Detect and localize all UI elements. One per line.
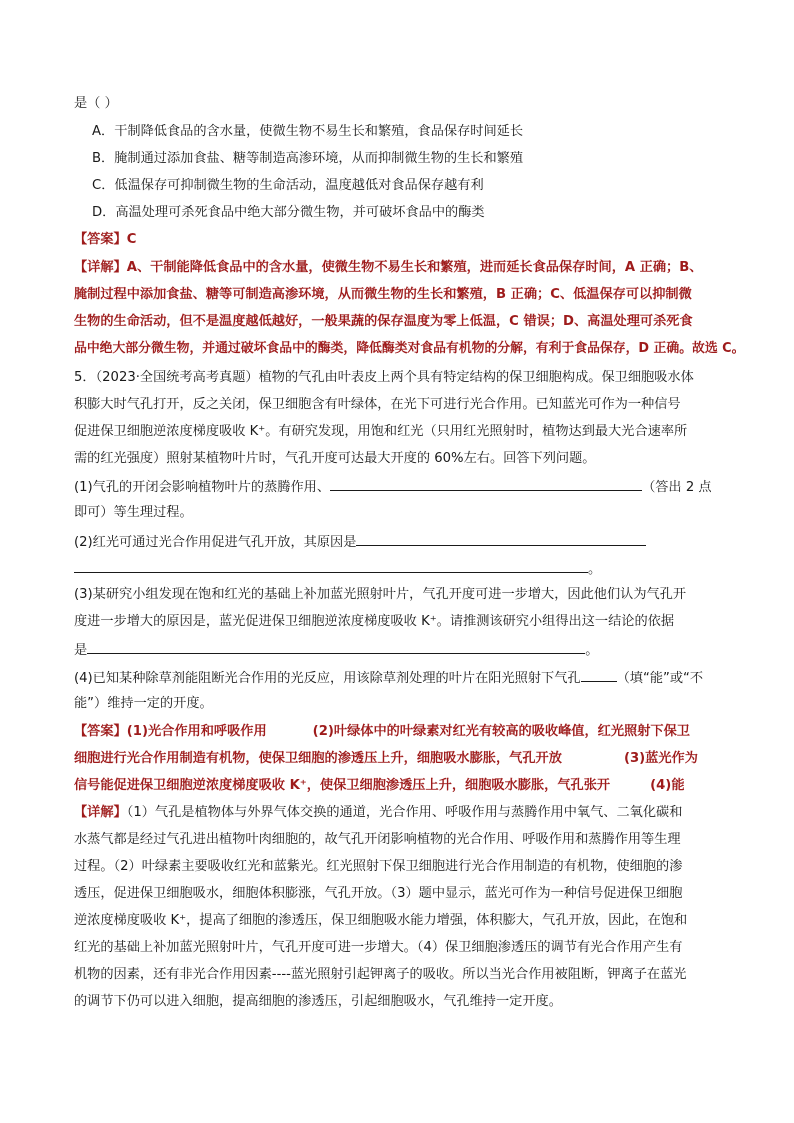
- q5-explanation-line-8: 的调节下仍可以进入细胞，提高细胞的渗透压，引起细胞吸水，气孔维持一定开度。: [74, 994, 562, 1009]
- subquestion-3-line-2: 度进一步增大的原因是，蓝光促进保卫细胞逆浓度梯度吸收 K⁺。请推测该研究小组得出这一结论的依据: [74, 614, 675, 629]
- explain-text: A、干制能降低食品中的含水量，使微生物不易生长和繁殖，进而延长食品保存时间，A 正确；B、: [126, 260, 703, 275]
- answer-blank-2b[interactable]: [74, 558, 588, 573]
- q5-answer-line-2: [74, 749, 698, 769]
- subquestion-1-hint: （答出 2 点: [642, 480, 712, 495]
- q5-answer-part-3: (3)蓝光作为: [623, 751, 698, 766]
- q5-explanation-line-6: 红光的基础上补加蓝光照射叶片，气孔开度可进一步增大。（4）保卫细胞渗透压的调节有光合作用产生有: [74, 940, 683, 955]
- q5-answer-tag: 【答案】: [74, 724, 127, 739]
- q5-answer-line-3: [74, 776, 685, 796]
- answer-line: [74, 230, 136, 250]
- q5-explain-tag: 【详解】: [74, 805, 127, 820]
- q5-answer-part-2: (2)叶绿体中的叶绿素对红光有较高的吸收峰值，红光照射下保卫: [312, 724, 690, 739]
- explanation-line-3: 生物的生命活动，但不是温度越低越好，一般果蔬的保存温度为零上低温，C 错误；D、高温处理可杀死食: [74, 314, 693, 329]
- q5-explanation-line-1: [74, 803, 682, 823]
- q5-explanation-line-4: 透压，促进保卫细胞吸水，细胞体积膨涨，气孔开放。（3）题中显示，蓝光可作为一种信号促进保卫细胞: [74, 886, 683, 901]
- subquestion-2: [74, 531, 646, 553]
- question5-stem-1: 5．（2023·全国统考高考真题）植物的气孔由叶表皮上两个具有特定结构的保卫细胞构成。保卫细胞吸水体: [74, 370, 694, 385]
- option-c: C．低温保存可抑制微生物的生命活动，温度越低对食品保存越有利: [92, 178, 484, 193]
- answer-blank-2a[interactable]: [356, 531, 646, 546]
- answer-value: C: [126, 232, 137, 247]
- q5-answer-line-1: [74, 722, 690, 742]
- q5-explanation-line-3: 过程。（2）叶绿素主要吸收红光和蓝紫光。红光照射下保卫细胞进行光合作用制造的有机物，使细胞的渗: [74, 859, 683, 874]
- question5-stem-4: 需的红光强度）照射某植物叶片时，气孔开度可达最大开度的 60%左右。回答下列问题。: [74, 451, 596, 466]
- answer-blank-4[interactable]: [581, 667, 617, 682]
- subquestion-3-line-3: [74, 639, 598, 661]
- subquestion-1: [74, 476, 712, 498]
- q5-answer-part-2b: 细胞进行光合作用制造有机物，使保卫细胞的渗透压上升，细胞吸水膨胀，气孔开放: [74, 751, 562, 766]
- q5-explanation-line-2: 水蒸气都是经过气孔进出植物叶肉细胞的，故气孔开闭影响植物的光合作用、呼吸作用和蒸腾作用等生理: [74, 832, 681, 847]
- question5-stem-3: 促进保卫细胞逆浓度梯度吸收 K⁺。有研究发现，用饱和红光（只用红光照射时，植物达到最大光合速率所: [74, 424, 688, 439]
- answer-blank-3[interactable]: [87, 639, 585, 654]
- subquestion-3-text: 是: [74, 643, 88, 658]
- q5-answer-part-3b: 信号能促进保卫细胞逆浓度梯度吸收 K⁺，使保卫细胞渗透压上升，细胞吸水膨胀，气孔张开: [74, 778, 611, 793]
- question-stem-end: 是（ ）: [74, 96, 118, 111]
- subquestion-2-end: 。: [588, 562, 602, 577]
- explain-tag: 【详解】: [74, 260, 127, 275]
- answer-blank-1[interactable]: [330, 476, 642, 491]
- subquestion-1-text: (1)气孔的开闭会影响植物叶片的蒸腾作用、: [74, 480, 331, 495]
- subquestion-2-text: (2)红光可通过光合作用促进气孔开放，其原因是: [74, 535, 357, 550]
- subquestion-3-end: 。: [585, 643, 599, 658]
- subquestion-4-cont: 能”）维持一定的开度。: [74, 696, 213, 711]
- q5-answer-part-1: (1)光合作用和呼吸作用: [126, 724, 267, 739]
- subquestion-1-cont: 即可）等生理过程。: [74, 505, 193, 520]
- q5-explanation-line-7: 机物的因素，还有非光合作用因素----蓝光照射引起钾离子的吸收。所以当光合作用被阻断，钾离子在蓝光: [74, 967, 687, 982]
- option-b: B．腌制通过添加食盐、糖等制造高渗环境，从而抑制微生物的生长和繁殖: [92, 151, 524, 166]
- subquestion-3-line-1: (3)某研究小组发现在饱和红光的基础上补加蓝光照射叶片，气孔开度可进一步增大，因此他们认为气孔开: [74, 587, 687, 602]
- question5-stem-2: 积膨大时气孔打开，反之关闭，保卫细胞含有叶绿体，在光下可进行光合作用。已知蓝光可作为一种信号: [74, 397, 681, 412]
- q5-explanation-line-5: 逆浓度梯度吸收 K⁺，提高了细胞的渗透压，保卫细胞吸水能力增强，体积膨大，气孔开放，因此，在饱和: [74, 913, 688, 928]
- answer-tag: 【答案】: [74, 232, 127, 247]
- option-a: A．干制降低食品的含水量，使微生物不易生长和繁殖，食品保存时间延长: [92, 124, 524, 139]
- explanation-line-4: 品中绝大部分微生物，并通过破坏食品中的酶类，降低酶类对食品有机物的分解，有利于食品保存，D 正确。故选 C。: [74, 341, 745, 356]
- option-d: D．高温处理可杀死食品中绝大部分微生物，并可破坏食品中的酶类: [92, 205, 485, 220]
- subquestion-4-hint: （填“能”或“不: [616, 671, 704, 686]
- explanation-line-1: [74, 258, 703, 278]
- q5-answer-part-4: (4)能: [650, 778, 685, 793]
- explanation-line-2: 腌制过程中添加食盐、糖等可制造高渗环境，从而微生物的生长和繁殖，B 正确；C、低温保存可以抑制微: [74, 287, 692, 302]
- q5-explain-text-1: （1）气孔是植物体与外界气体交换的通道，光合作用、呼吸作用与蒸腾作用中氧气、二氧化碳和: [126, 805, 683, 820]
- subquestion-4-text: (4)已知某种除草剂能阻断光合作用的光反应，用该除草剂处理的叶片在阳光照射下气孔: [74, 671, 581, 686]
- subquestion-4: [74, 667, 703, 689]
- subquestion-2-cont: [74, 558, 601, 580]
